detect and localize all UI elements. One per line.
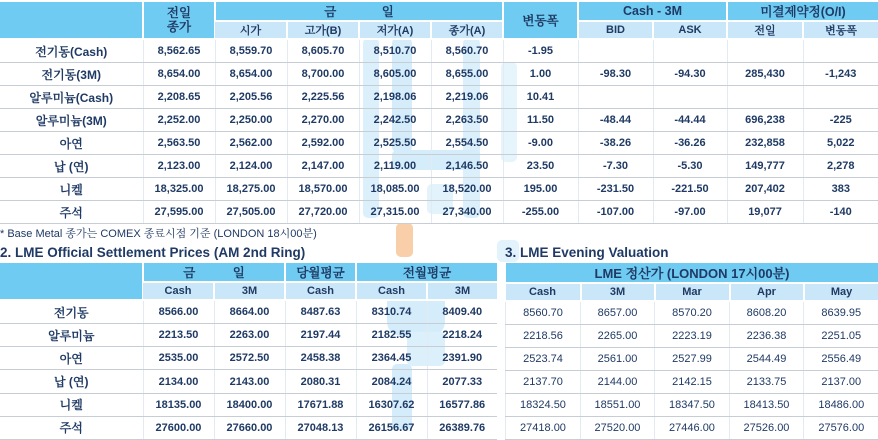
value-cell: -225 (803, 109, 878, 132)
value-cell: 2077.33 (427, 370, 497, 393)
value-cell: 2,146.50 (431, 155, 503, 178)
row-label: 알루미늄(3M) (0, 109, 143, 132)
section3-title: 3. LME Evening Valuation (505, 244, 878, 262)
table-row (0, 63, 878, 86)
open-header: 시가 (215, 21, 287, 39)
value-cell: 2,270.00 (287, 109, 359, 132)
value-cell: 2,278 (803, 155, 878, 178)
value-cell: 18413.50 (730, 394, 804, 417)
oi-prev-header: 전일 (727, 21, 803, 39)
row-label: 아연 (0, 347, 143, 370)
value-cell: 8310.74 (356, 300, 427, 324)
value-cell: 285,430 (727, 63, 803, 86)
may-header: May (804, 283, 878, 301)
today-group-header: 금 일 (215, 2, 503, 21)
value-cell: 2137.70 (506, 371, 581, 394)
value-cell: 8560.70 (506, 301, 581, 325)
value-cell: 2572.50 (214, 347, 285, 370)
value-cell: -48.44 (578, 109, 653, 132)
value-cell: 8409.40 (427, 300, 497, 324)
low-header: 저가(A) (359, 21, 431, 39)
value-cell: 2364.45 (356, 347, 427, 370)
value-cell: 2,554.50 (431, 132, 503, 155)
value-cell (578, 39, 653, 63)
value-cell: 207,402 (727, 178, 803, 201)
value-cell: 26389.76 (427, 416, 497, 439)
value-cell: 8,605.70 (287, 39, 359, 63)
table-row (506, 325, 878, 348)
table-row (0, 347, 497, 370)
value-cell: -1.95 (503, 39, 578, 63)
value-cell: -221.50 (653, 178, 727, 201)
value-cell: 8,654.00 (215, 63, 287, 86)
value-cell: 18400.00 (214, 393, 285, 416)
value-cell: 18,275.00 (215, 178, 287, 201)
value-cell: 27,315.00 (359, 201, 431, 224)
prev-close-line1: 전일 (144, 6, 214, 20)
value-cell: 8570.20 (655, 301, 730, 325)
value-cell: 2,123.00 (143, 155, 215, 178)
3m-header: 3M (427, 282, 497, 300)
value-cell: 17671.88 (285, 393, 356, 416)
value-cell: 2,525.50 (359, 132, 431, 155)
value-cell: 18135.00 (143, 393, 214, 416)
table-row (0, 86, 878, 109)
value-cell: 2,242.50 (359, 109, 431, 132)
value-cell: 2,147.00 (287, 155, 359, 178)
value-cell: 2556.49 (804, 348, 878, 371)
table-row (0, 178, 878, 201)
value-cell: 2251.05 (804, 325, 878, 348)
value-cell (803, 86, 878, 109)
change-header: 변동폭 (503, 2, 578, 39)
cash-header: Cash (356, 282, 427, 300)
value-cell: -7.30 (578, 155, 653, 178)
value-cell: 16307.62 (356, 393, 427, 416)
value-cell: 1.00 (503, 63, 578, 86)
value-cell: 195.00 (503, 178, 578, 201)
value-cell: 8,559.70 (215, 39, 287, 63)
value-cell: 2218.56 (506, 325, 581, 348)
value-cell: 8,654.00 (143, 63, 215, 86)
table-row (0, 300, 497, 324)
value-cell: -9.00 (503, 132, 578, 155)
value-cell (653, 86, 727, 109)
value-cell (727, 39, 803, 63)
lme-daily-report-page (0, 2, 878, 432)
value-cell: 2,205.56 (215, 86, 287, 109)
row-label: 아연 (0, 132, 143, 155)
value-cell: 2,563.50 (143, 132, 215, 155)
row-label: 납 (연) (0, 155, 143, 178)
value-cell: 27,505.00 (215, 201, 287, 224)
value-cell: 8,700.00 (287, 63, 359, 86)
value-cell: 8608.20 (730, 301, 804, 325)
table-row (0, 109, 878, 132)
3m-header: 3M (214, 282, 285, 300)
value-cell: 232,858 (727, 132, 803, 155)
value-cell: 2080.31 (285, 370, 356, 393)
value-cell (803, 39, 878, 63)
value-cell: 27048.13 (285, 416, 356, 439)
value-cell: 2523.74 (506, 348, 581, 371)
cash-header: Cash (285, 282, 356, 300)
value-cell: 2143.00 (214, 370, 285, 393)
value-cell: 27600.00 (143, 416, 214, 439)
value-cell: 2,124.00 (215, 155, 287, 178)
mar-header: Mar (655, 283, 730, 301)
table-row (506, 371, 878, 394)
value-cell: 8664.00 (214, 300, 285, 324)
table-row (0, 201, 878, 224)
value-cell: 23.50 (503, 155, 578, 178)
table-row (506, 417, 878, 440)
close-header: 종가(A) (431, 21, 503, 39)
cash-header: Cash (143, 282, 214, 300)
value-cell: 2223.19 (655, 325, 730, 348)
table-row (0, 39, 878, 63)
value-cell: 2458.38 (285, 347, 356, 370)
row-label: 알루미늄(Cash) (0, 86, 143, 109)
value-cell: 149,777 (727, 155, 803, 178)
value-cell (653, 39, 727, 63)
value-cell: 2137.00 (804, 371, 878, 394)
cash-header: Cash (506, 283, 581, 301)
row-label: 전기동(Cash) (0, 39, 143, 63)
evening-valuation-table (505, 263, 878, 440)
row-label: 주석 (0, 201, 143, 224)
value-cell: 696,238 (727, 109, 803, 132)
value-cell: -44.44 (653, 109, 727, 132)
value-cell: 19,077 (727, 201, 803, 224)
table-row (0, 155, 878, 178)
apr-header: Apr (730, 283, 804, 301)
value-cell: 11.50 (503, 109, 578, 132)
value-cell: 18,325.00 (143, 178, 215, 201)
value-cell: 2197.44 (285, 324, 356, 347)
value-cell: 2527.99 (655, 348, 730, 371)
value-cell: 2561.00 (581, 348, 655, 371)
value-cell: 27576.00 (804, 417, 878, 440)
value-cell: 2,219.06 (431, 86, 503, 109)
value-cell: 8,562.65 (143, 39, 215, 63)
value-cell: 27418.00 (506, 417, 581, 440)
value-cell: 2,119.00 (359, 155, 431, 178)
value-cell: -98.30 (578, 63, 653, 86)
value-cell: -140 (803, 201, 878, 224)
row-label: 니켈 (0, 393, 143, 416)
lme-settlement-group-header: LME 정산가 (LONDON 17시00분) (506, 263, 878, 283)
value-cell: 8,560.70 (431, 39, 503, 63)
row-label: 알루미늄 (0, 324, 143, 347)
value-cell: 18486.00 (804, 394, 878, 417)
value-cell: 27520.00 (581, 417, 655, 440)
value-cell: -5.30 (653, 155, 727, 178)
value-cell: 2263.00 (214, 324, 285, 347)
value-cell: 27446.00 (655, 417, 730, 440)
table-row (0, 370, 497, 393)
value-cell: 10.41 (503, 86, 578, 109)
row-label: 납 (연) (0, 370, 143, 393)
value-cell: 2265.00 (581, 325, 655, 348)
table-row (506, 348, 878, 371)
value-cell: 18,520.00 (431, 178, 503, 201)
value-cell: 27,720.00 (287, 201, 359, 224)
today-group-header: 금 일 (143, 263, 285, 282)
value-cell: 383 (803, 178, 878, 201)
value-cell: 2142.15 (655, 371, 730, 394)
open-interest-group-header: 미결제약정(O/I) (727, 2, 878, 21)
value-cell: 2391.90 (427, 347, 497, 370)
daily-price-table (0, 2, 878, 224)
value-cell: 2544.49 (730, 348, 804, 371)
section2-title: 2. LME Official Settlement Prices (AM 2nd Ring) (0, 244, 505, 262)
table-row (0, 416, 497, 439)
value-cell: 2,208.65 (143, 86, 215, 109)
value-cell: 2,252.00 (143, 109, 215, 132)
row-label: 전기동 (0, 300, 143, 324)
value-cell: 8,510.70 (359, 39, 431, 63)
value-cell: 2218.24 (427, 324, 497, 347)
value-cell: 2,250.00 (215, 109, 287, 132)
footnote: * Base Metal 종가는 COMEX 종료시점 기준 (LONDON 18시00분) (0, 227, 878, 242)
value-cell: 2,198.06 (359, 86, 431, 109)
table-row (506, 301, 878, 325)
table-row (0, 393, 497, 416)
settlement-price-table (0, 263, 497, 440)
value-cell: 27660.00 (214, 416, 285, 439)
row-label: 전기동(3M) (0, 63, 143, 86)
value-cell: -255.00 (503, 201, 578, 224)
value-cell: -1,243 (803, 63, 878, 86)
value-cell: -94.30 (653, 63, 727, 86)
value-cell: -97.00 (653, 201, 727, 224)
value-cell: 2144.00 (581, 371, 655, 394)
table-row (0, 324, 497, 347)
value-cell: -107.00 (578, 201, 653, 224)
value-cell: 16577.86 (427, 393, 497, 416)
row-label: 니켈 (0, 178, 143, 201)
corner-header-cell (0, 2, 143, 39)
value-cell: -231.50 (578, 178, 653, 201)
value-cell: 5,022 (803, 132, 878, 155)
value-cell: 27,595.00 (143, 201, 215, 224)
value-cell: -38.26 (578, 132, 653, 155)
value-cell: 2535.00 (143, 347, 214, 370)
value-cell: 8,655.00 (431, 63, 503, 86)
oi-change-header: 변동폭 (803, 21, 878, 39)
value-cell: 2213.50 (143, 324, 214, 347)
value-cell: 8566.00 (143, 300, 214, 324)
value-cell: 8,605.00 (359, 63, 431, 86)
month-avg-group-header: 당월평균 (285, 263, 356, 282)
table-row (506, 394, 878, 417)
bid-header: BID (578, 21, 653, 39)
value-cell: 2182.55 (356, 324, 427, 347)
prev-month-avg-group-header: 전월평균 (356, 263, 497, 282)
prev-close-header (143, 2, 215, 39)
value-cell: 2084.24 (356, 370, 427, 393)
value-cell (727, 86, 803, 109)
value-cell: -36.26 (653, 132, 727, 155)
cash-3m-group-header: Cash - 3M (578, 2, 727, 21)
value-cell: 8487.63 (285, 300, 356, 324)
value-cell: 18551.00 (581, 394, 655, 417)
prev-close-line2: 종가 (144, 20, 214, 34)
value-cell: 2,562.00 (215, 132, 287, 155)
value-cell: 2,225.56 (287, 86, 359, 109)
value-cell: 8639.95 (804, 301, 878, 325)
3m-header: 3M (581, 283, 655, 301)
value-cell: 2,592.00 (287, 132, 359, 155)
high-header: 고가(B) (287, 21, 359, 39)
row-label: 주석 (0, 416, 143, 439)
value-cell: 2,263.50 (431, 109, 503, 132)
corner-header-cell (0, 263, 143, 300)
value-cell: 27526.00 (730, 417, 804, 440)
value-cell: 27,340.00 (431, 201, 503, 224)
value-cell: 2133.75 (730, 371, 804, 394)
value-cell (578, 86, 653, 109)
value-cell: 18,570.00 (287, 178, 359, 201)
value-cell: 18,085.00 (359, 178, 431, 201)
value-cell: 2134.00 (143, 370, 214, 393)
value-cell: 18347.50 (655, 394, 730, 417)
value-cell: 2236.38 (730, 325, 804, 348)
ask-header: ASK (653, 21, 727, 39)
table-row (0, 132, 878, 155)
value-cell: 26156.67 (356, 416, 427, 439)
value-cell: 18324.50 (506, 394, 581, 417)
value-cell: 8657.00 (581, 301, 655, 325)
